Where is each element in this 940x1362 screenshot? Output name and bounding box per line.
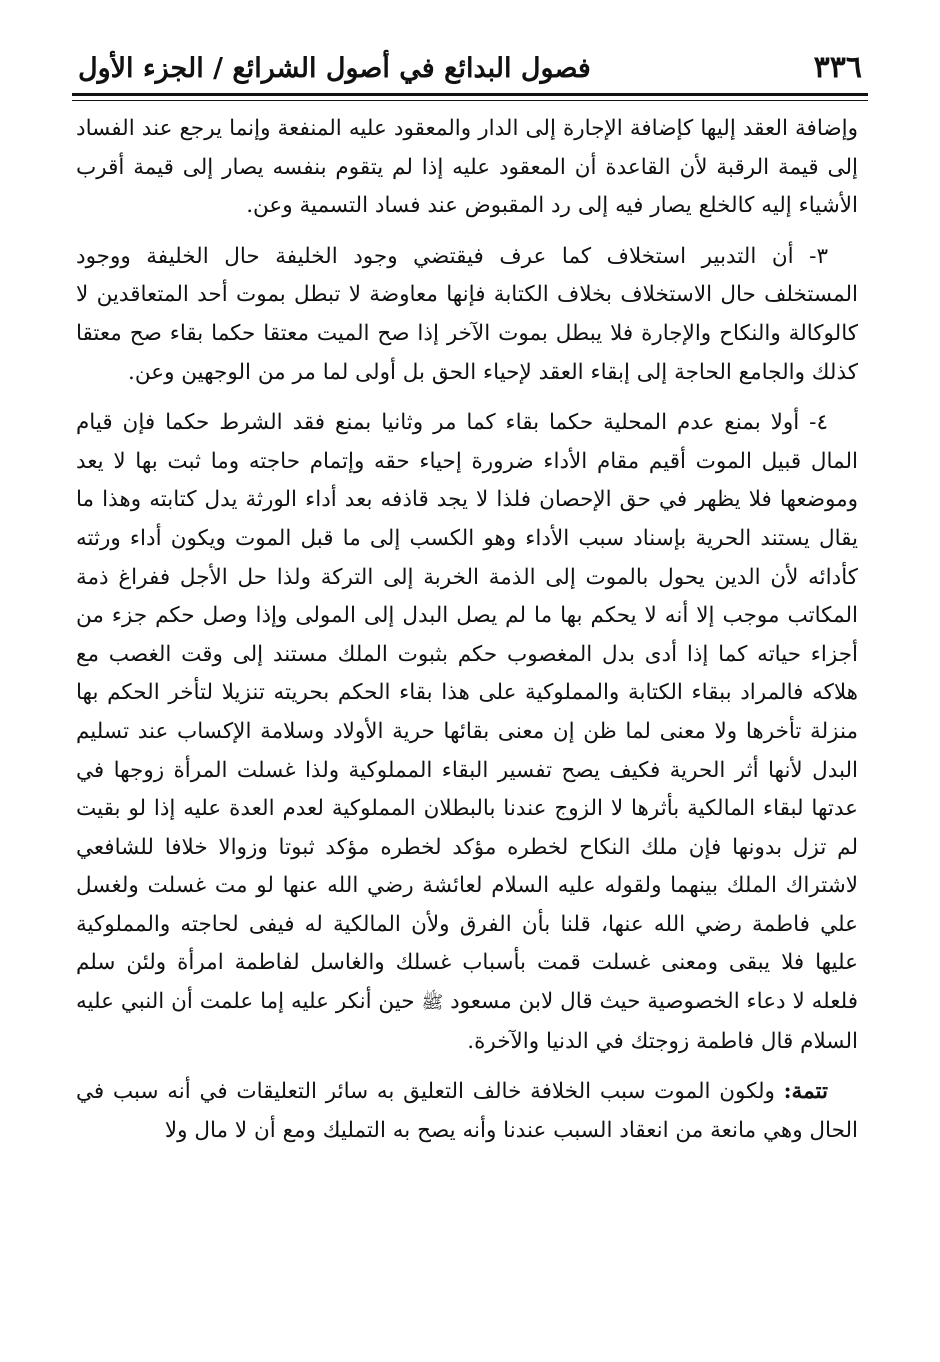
running-title: فصول البدائع في أصول الشرائع / الجزء الأول (78, 53, 591, 84)
paragraph-text: وإضافة العقد إليها كإضافة الإجارة إلى الدار والمعقود عليه المنفعة وإنما يرجع عند الفساد إلى قيمة الرقبة لأن القاعدة أن المعقود عليه إذا لم يتقوم بنفسه يصار إلى قيمة أقرب الأشياء إليه كالخلع يصار فيه إلى رد المقبوض عند فساد التسمية وعن. (76, 116, 858, 219)
page-number: ٣٣٦ (813, 50, 862, 85)
paragraph-3 (76, 404, 858, 1061)
body-text (76, 110, 858, 1162)
page-header (72, 44, 868, 96)
paragraph-2 (76, 238, 858, 392)
header-rule-thin (72, 100, 868, 101)
paragraph-4 (76, 1073, 858, 1150)
paragraph-text-continued: حين أنكر عليه إما علمت أن النبي عليه السلام قال فاطمة زوجتك في الدنيا والآخرة. (76, 989, 858, 1054)
paragraph-text: ولكون الموت سبب الخلافة خالف التعليق به سائر التعليقات في أنه سبب في الحال وهي مانعة من انعقاد السبب عندنا وأنه يصح به التمليك ومع أن لا مال ولا (76, 1079, 858, 1143)
header-rule (72, 93, 868, 96)
paragraph-1 (76, 110, 858, 226)
paragraph-text: ٤- أولا بمنع عدم المحلية حكما بقاء كما مر وثانيا بمنع فقد الشرط حكما فإن قيام المال قبيل الموت أقيم مقام الأداء ضرورة إحياء حقه وإتمام حاجته وما ثبت بها لا يعد وموضعها فلا يظهر في حق الإحصان فلذا لا يجد قاذفه بعد أداء الورثة يدل كتابته وهذا ما يقال يستند الحرية بإسناد سبب الأداء وهو الكسب إلى ما قبل الموت ويكون أداء ورثته كأدائه لأن الدين يحول بالموت إلى الذمة الخربة إلى التركة ولذا حل الأجل ففراغ ذمة المكاتب موجب إلا أنه لا يحكم بها ما لم يصل البدل إلى المولى وإذا وصل حكم جزء من أجزاء حياته كما إذا أدى بدل المغصوب حكم بثبوت الملك مستند إلى وقت الغصب مع هلاكه فالمراد ببقاء الكتابة والمملوكية على هذا بقاء الحكم بحريته تنزيلا لتأخر الحكم بها منزلة تأخرها ولا معنى لما ظن إن معنى بقائها حرية الأولاد وسلامة الإكساب عند تسليم البدل لأنها أثر الحرية فكيف يصح تفسير البقاء المملوكية ولذا غسلت المرأة زوجها في عدتها لبقاء المالكية بأثرها لا الزوج عندنا بالبطلان المملوكية لعدم العدة عليه إذا لو بقيت لم تزل بدونها فإن ملك النكاح لخطره مؤكد لخطره مؤكد ثبوتا وزوالا خلافا للشافعي لاشتراك الملك بينهما ولقوله عليه السلام لعائشة رضي الله عنها لو مت غسلت ولغسل علي فاطمة رضي الله عنها، قلنا بأن الفرق ولأن المالكية له فيفى لحاجته والمملوكية عليها فلا يبقى ومعنى غسلت قمت بأسباب غسلك والغاسل لفاطمة امرأة ولئن سلم فلعله لا دعاء الخصوصية حيث قال لابن مسعود (76, 410, 859, 1015)
paragraph-lead: تتمة: (783, 1079, 828, 1105)
paragraph-text: ٣- أن التدبير استخلاف كما عرف فيقتضي وجود الخليفة حال الخليفة ووجود المستخلف حال الاستخلاف بخلاف الكتابة فإنها معاوضة لا تبطل بموت أحد المتعاقدين لا كالوكالة والنكاح والإجارة فلا يبطل بموت الآخر إذا صح الميت معتقا حكما بقاء صح معتقا كذلك والجامع الحاجة إلى إبقاء العقد لإحياء الحق بل أولى لما مر من الوجهين وعن. (76, 243, 858, 385)
salawat-mark: ﷺ (421, 992, 444, 1014)
